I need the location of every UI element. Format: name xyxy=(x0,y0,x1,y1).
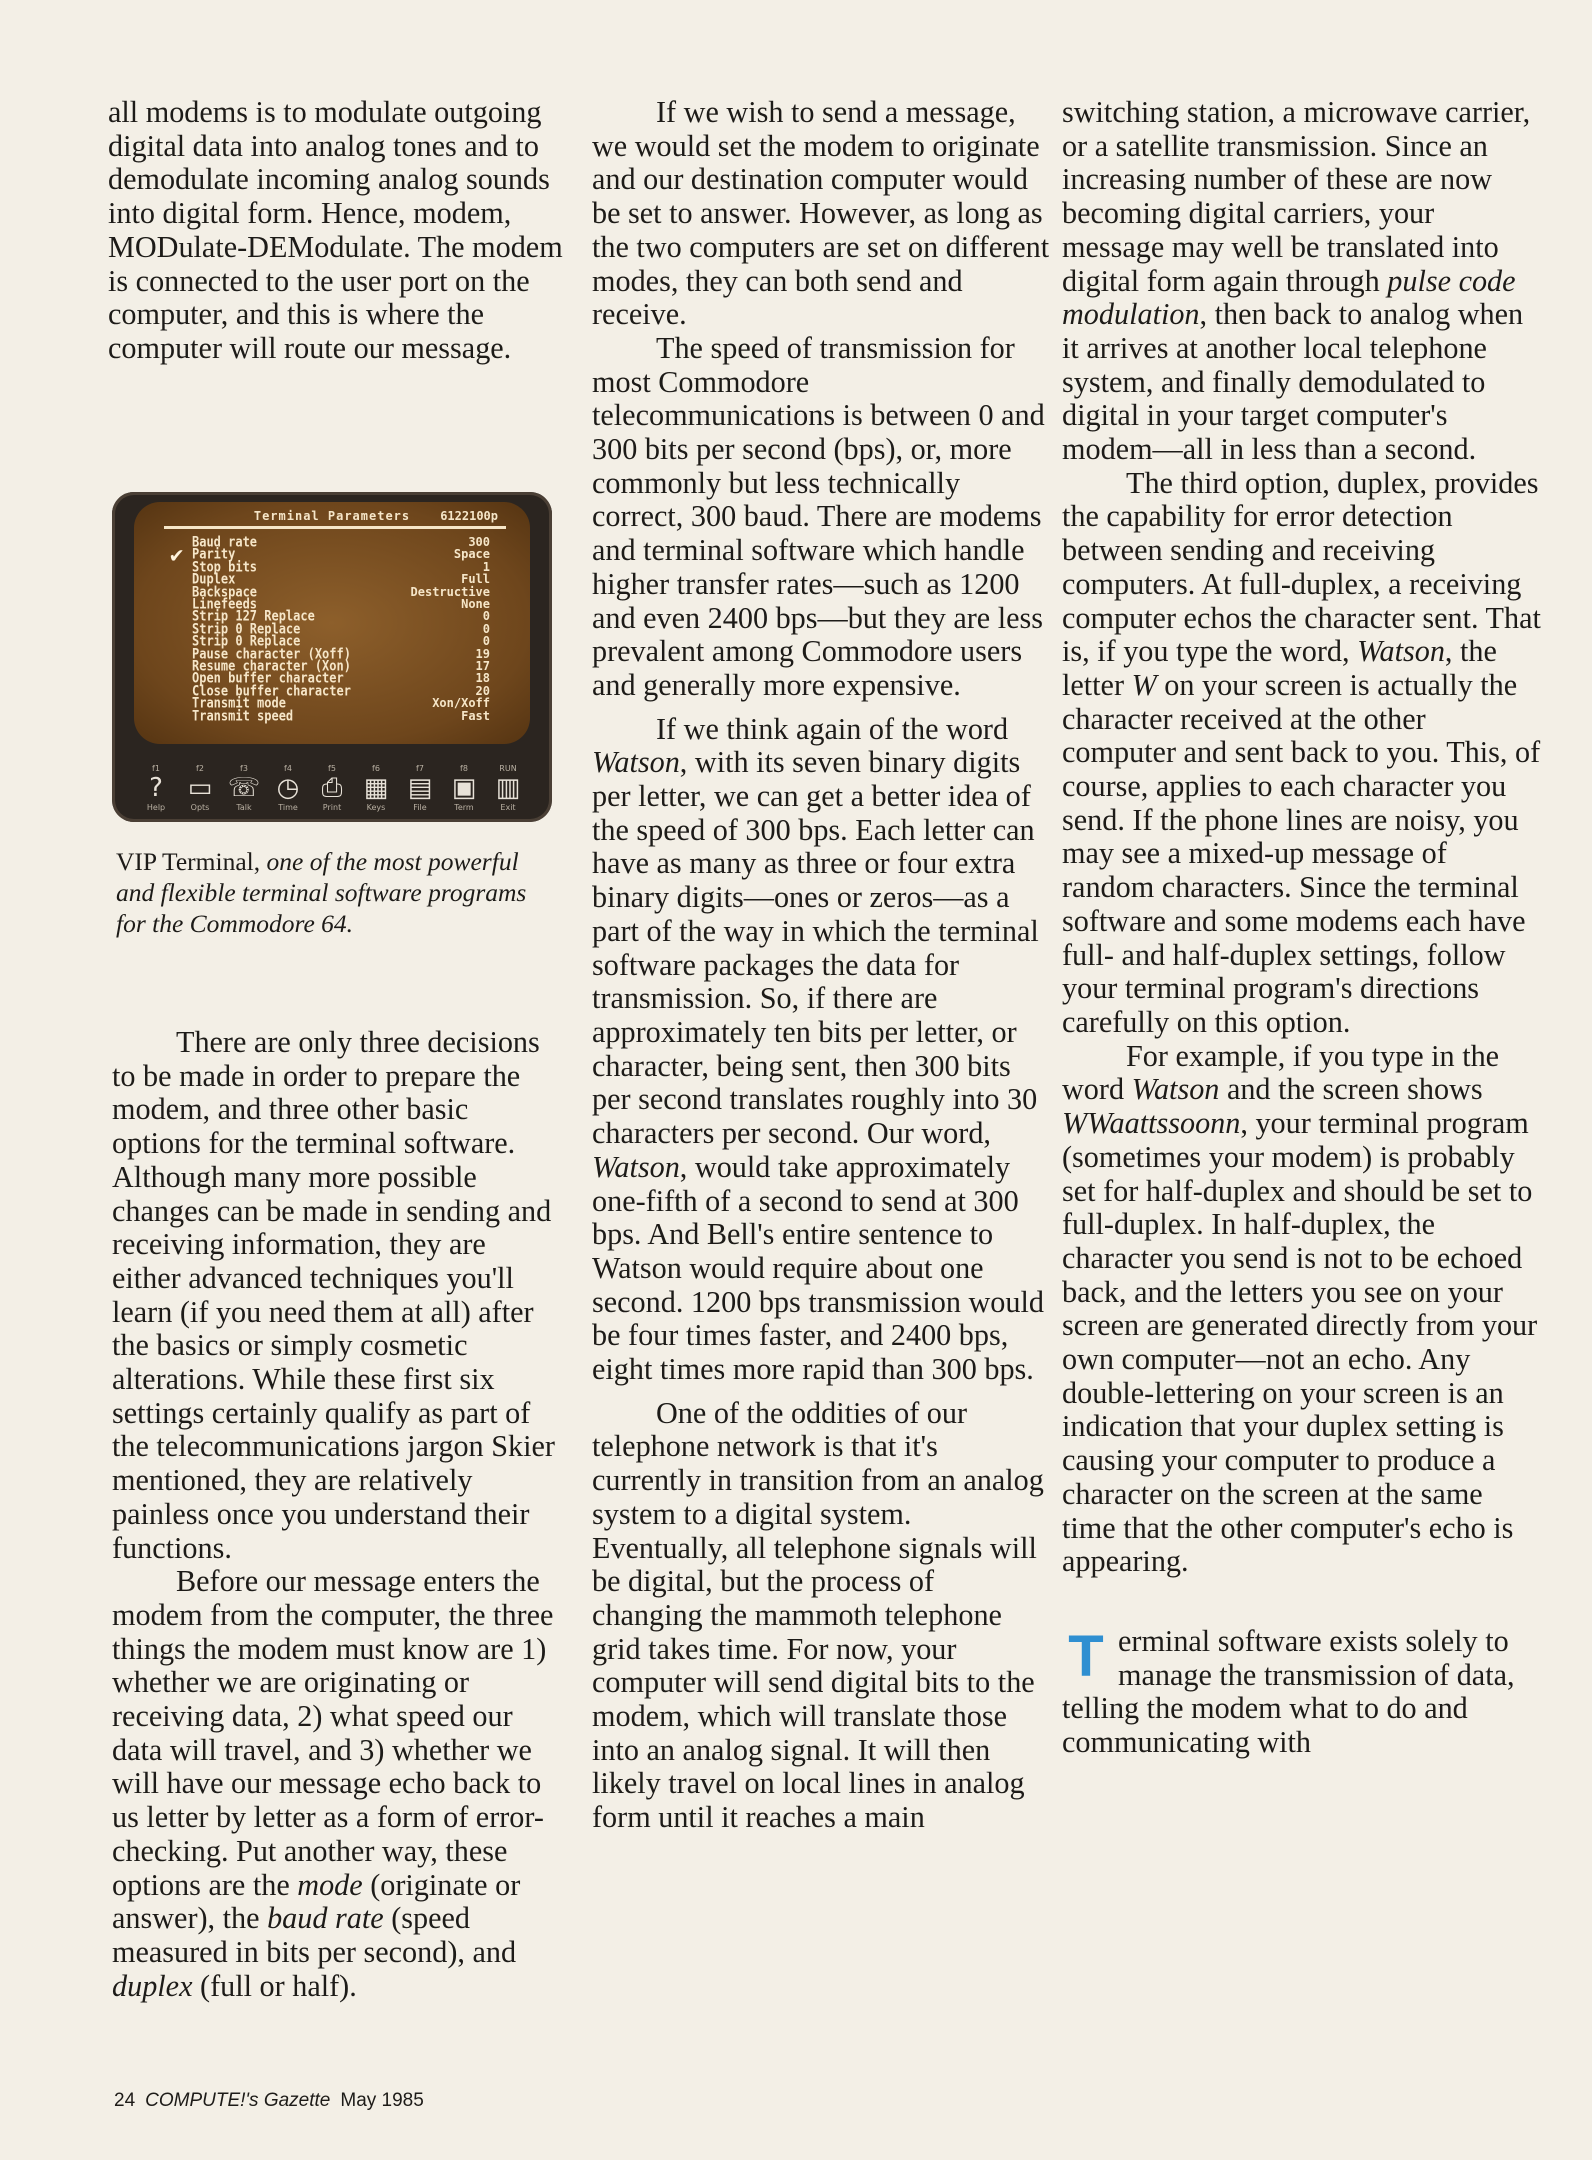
function-key-term xyxy=(447,764,481,812)
function-key-number: RUN xyxy=(499,764,517,773)
parameter-value: 0 xyxy=(482,621,490,636)
parameter-name: Resume character (Xon) xyxy=(192,657,351,675)
function-key-number: f8 xyxy=(460,764,468,773)
col3-paragraph-4: Terminal software exists solely to manage the transmission of data, telling the modem what to do and communicating with xyxy=(1062,1623,1515,1760)
col1-paragraph-3: Before our message enters the modem from the computer, the three things the modem must know are 1) whether we are originating or receiving data, 2) what speed our data will travel, and 3) whether we will have our message echo back to us letter by letter as a form of error-checking. Put another way, these options are the mode (originate or answer), the baud rate (speed measured in bits per second), and duplex (full or half). xyxy=(112,1564,554,2003)
file-icon: ▤ xyxy=(407,773,433,803)
screen-time: 6122100p xyxy=(440,509,498,523)
caption-lead: VIP Terminal, xyxy=(116,847,261,876)
function-key-number: f2 xyxy=(196,764,204,773)
function-key-label: Exit xyxy=(500,803,516,812)
col1-paragraph-2: There are only three decisions to be made in order to prepare the modem, and three other basic options for the terminal software. Although many more possible changes can be made in sending and receiving information, they are either advanced techniques you'll learn (if you need them at all) after the basics or simply cosmetic alterations. While these first six settings certainly qualify as part of the telecommunications jargon Skier mentioned, they are relatively painless once you understand their functions. xyxy=(112,1025,555,1565)
function-key-label: Time xyxy=(278,803,298,812)
parameter-value: Destructive xyxy=(410,584,490,599)
function-key-label: Keys xyxy=(366,803,386,812)
col2-paragraph-3: If we think again of the word Watson, with its seven binary digits per letter, we can get a better idea of the speed of 300 bps. Each letter can have as many as three or four extra binary digits—ones or zeros—as a part of the way in which the terminal software packages the data for transmission. So, if there are approximately ten bits per letter, or character, being sent, then 300 bits per second translates roughly into 30 characters per second. Our word, Watson, would take approximately one-fifth of a second to send at 300 bps. And Bell's entire sentence to Watson would require about one second. 1200 bps transmission would be four times faster, and 2400 bps, eight times more rapid than 300 bps. xyxy=(592,711,1044,1387)
crt-screen xyxy=(134,502,530,744)
function-key-number: f3 xyxy=(240,764,248,773)
magazine-name: COMPUTE!'s Gazette xyxy=(145,2090,331,2111)
function-key-help xyxy=(139,764,173,812)
parameter-name: Open buffer character xyxy=(192,670,344,687)
function-key-label: Print xyxy=(322,803,342,812)
parameter-name: Duplex xyxy=(192,571,236,588)
col2-paragraph-2: The speed of transmission for most Commodore telecommunications is between 0 and 300 bits per second (bps), or, more commonly but less technically correct, 300 baud. There are modems and terminal software which handle higher transfer rates—such as 1200 and even 2400 bps—but they are less prevalent among Commodore users and generally more expensive. xyxy=(592,330,1045,702)
term-icon: ▣ xyxy=(451,773,477,803)
parameter-name: Close buffer character xyxy=(192,682,351,699)
parameter-value: 0 xyxy=(482,634,490,649)
function-key-print xyxy=(315,764,349,812)
parameter-row xyxy=(192,533,490,551)
col2-paragraph-4: One of the oddities of our telephone network is that it's currently in transition from an analog system to a digital system. Eventually, all telephone signals will be digital, but the process of changing the mammoth telephone grid takes time. For now, your computer will send digital bits to the modem, which will translate those into an analog signal. It will then likely travel on local lines in analog form until it reaches a main xyxy=(592,1395,1044,1835)
help-icon: ? xyxy=(149,773,163,803)
column-1 xyxy=(108,96,578,366)
col3-paragraph-1: switching station, a microwave carrier, or a satellite transmission. Since an increasing number of these are now becoming digital carriers, your message may well be translated into digital form again through pulse code modulation, then back to analog when it arrives at another local telephone system, and finally demodulated to digital in your target computer's modem—all in less than a second. xyxy=(1062,95,1531,467)
vip-terminal-screenshot xyxy=(112,492,552,822)
print-icon: ⎙ xyxy=(321,773,343,803)
column-1-lower xyxy=(112,1026,562,2003)
function-key-label: Talk xyxy=(236,803,252,812)
page-footer xyxy=(114,2090,424,2112)
opts-icon: ▭ xyxy=(187,773,213,803)
parameter-name: Strip 127 Replace xyxy=(192,608,315,625)
keys-icon: ▦ xyxy=(363,773,389,803)
parameter-name: Strip 0 Replace xyxy=(192,633,301,650)
parameter-name: Transmit speed xyxy=(192,707,294,724)
parameter-name: Backspace xyxy=(192,583,258,600)
exit-icon: ▥ xyxy=(495,773,521,803)
parameter-value: 300 xyxy=(468,535,490,549)
parameter-name: Stop bits xyxy=(192,558,258,575)
function-key-opts xyxy=(183,764,217,812)
issue-date: May 1985 xyxy=(340,2090,424,2111)
caption-text: one of the most powerful and flexible terminal software programs for the Commodore 64. xyxy=(116,847,527,938)
parameter-value: 19 xyxy=(475,646,490,661)
function-key-bar xyxy=(134,750,530,812)
function-key-label: Term xyxy=(454,803,474,812)
function-key-label: Opts xyxy=(190,803,210,812)
function-key-time xyxy=(271,764,305,812)
column-3 xyxy=(1062,96,1542,1760)
screen-title: Terminal Parameters xyxy=(253,509,411,523)
screen-divider xyxy=(164,526,506,529)
figure-caption xyxy=(116,846,556,939)
parameter-list xyxy=(192,533,490,724)
parameter-value: None xyxy=(461,597,490,612)
function-key-number: f4 xyxy=(284,764,292,773)
parameter-value: 18 xyxy=(475,671,490,686)
talk-icon: ☏ xyxy=(227,773,261,803)
drop-cap: T xyxy=(1068,1623,1104,1689)
parameter-value: 20 xyxy=(475,683,490,698)
col1-paragraph-1: all modems is to modulate outgoing digital data into analog tones and to demodulate incoming analog sounds into digital form. Hence, modem, MODulate-DEModulate. The modem is connected to the user port on the computer, and this is where the computer will route our message. xyxy=(108,95,563,365)
function-key-talk xyxy=(227,764,261,812)
parameter-name: Strip 0 Replace xyxy=(192,620,301,637)
parameter-value: 17 xyxy=(475,659,490,674)
col3-paragraph-3: For example, if you type in the word Watson and the screen shows WWaattssoonn, your terminal program (sometimes your modem) is probably set for half-duplex and should be set to full-duplex. In half-duplex, the character you send is not to be echoed back, and the letters you see on your screen are generated directly from your own computer—not an echo. Any double-lettering on your screen is an indication that your duplex setting is causing your computer to produce a character on the screen at the same time that the other computer's echo is appearing. xyxy=(1062,1038,1538,1579)
parameter-row xyxy=(192,558,490,575)
parameter-name: Pause character (Xoff) xyxy=(192,645,351,662)
function-key-file xyxy=(403,764,437,812)
parameter-name: Baud rate xyxy=(192,533,258,551)
col2-paragraph-1: If we wish to send a message, we would set the modem to originate and our destination computer would be set to answer. However, as long as the two computers are set on different modes, they can both send and receive. xyxy=(592,95,1050,332)
time-icon: ◷ xyxy=(276,773,300,803)
function-key-label: File xyxy=(413,803,427,812)
function-key-keys xyxy=(359,764,393,812)
function-key-number: f6 xyxy=(372,764,380,773)
parameter-name: Transmit mode xyxy=(192,695,286,712)
parameter-value: Xon/Xoff xyxy=(432,696,490,711)
col3-paragraph-2: The third option, duplex, provides the capability for error detection between sending and receiving computers. At full-duplex, a receiving computer echos the character sent. That is, if you type the word, Watson, the letter W on your screen is actually the character received at the other computer and sent back to you. This, of course, applies to each character you send. If the phone lines are noisy, you may see a mixed-up message of random characters. Since the terminal software and some modems each have full- and half-duplex settings, follow your terminal program's directions carefully on this option. xyxy=(1062,465,1541,1039)
parameter-value: 0 xyxy=(482,609,490,624)
column-2 xyxy=(592,96,1052,1835)
parameter-name: Parity xyxy=(192,546,236,563)
function-key-exit xyxy=(491,764,525,812)
parameter-row xyxy=(192,707,490,724)
parameter-name: Linefeeds xyxy=(192,595,258,613)
function-key-number: f5 xyxy=(328,764,336,773)
page-number: 24 xyxy=(114,2090,136,2111)
parameter-value: Space xyxy=(453,547,490,562)
function-key-number: f7 xyxy=(416,764,424,773)
checkmark-cursor-icon: ✔ xyxy=(170,543,184,568)
function-key-label: Help xyxy=(146,803,166,812)
parameter-value: Full xyxy=(461,572,490,587)
parameter-value: Fast xyxy=(461,708,490,723)
parameter-value: 1 xyxy=(482,559,490,574)
function-key-number: f1 xyxy=(152,764,160,773)
